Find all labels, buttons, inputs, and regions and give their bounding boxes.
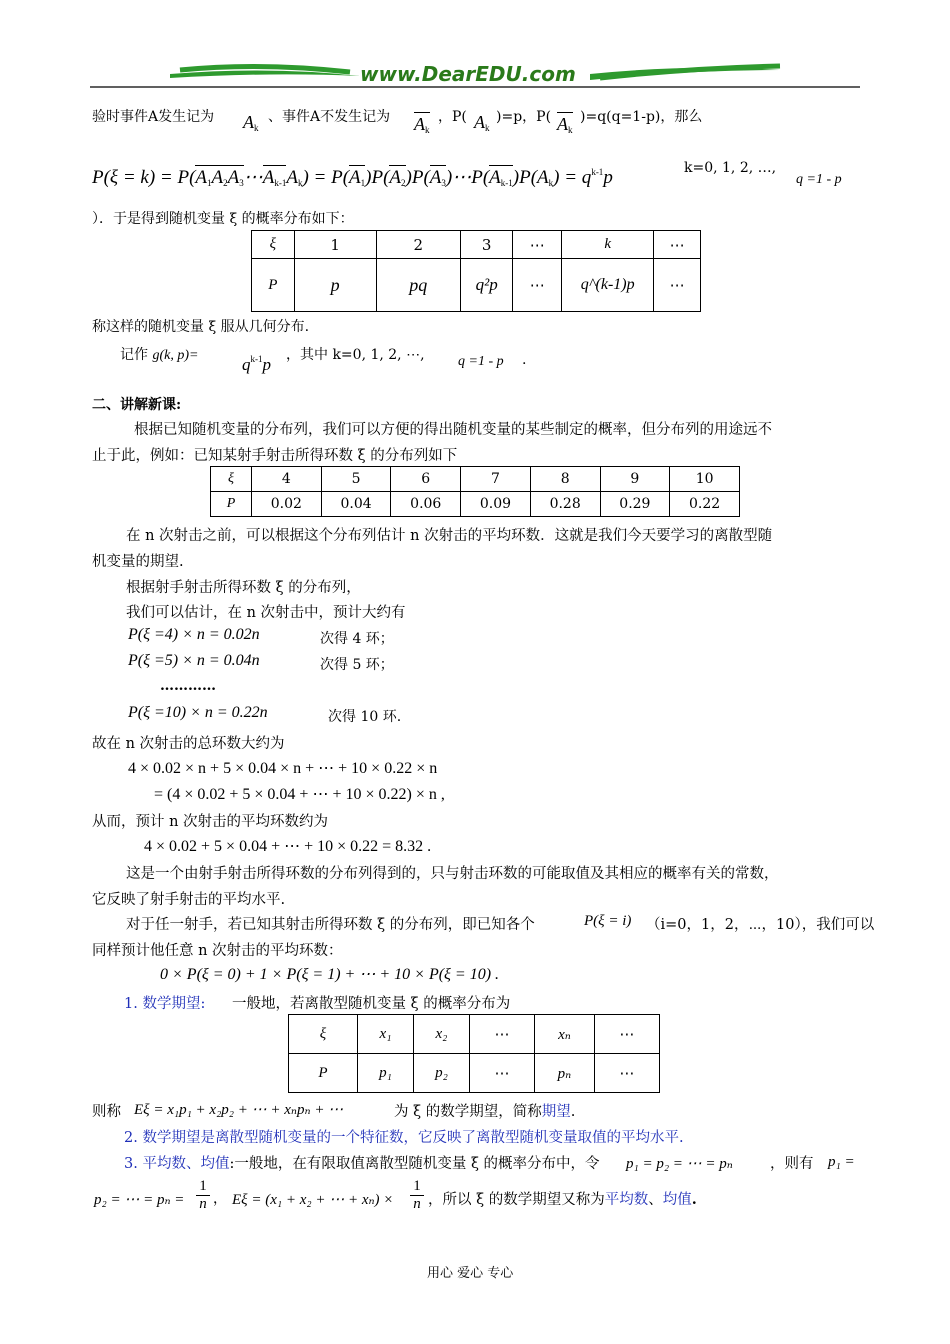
table-header: 10 xyxy=(670,467,740,492)
table-cell: q^(k-1)p xyxy=(562,259,654,312)
table-header: ξ xyxy=(211,467,252,492)
table-header: k xyxy=(562,231,654,259)
paragraph-line: 它反映了射手射击的平均水平. xyxy=(92,892,286,908)
A-k-bar-symbol-2: $A_k$ xyxy=(557,114,573,135)
equation: P(ξ =10) × n = 0.22n xyxy=(128,704,268,721)
table-header: ⋯ xyxy=(513,231,562,259)
notation-qp: $q^{k-1}p$ xyxy=(242,354,271,374)
table-cell: pq xyxy=(376,259,460,312)
fraction-1-over-n-2: 1 n xyxy=(410,1178,424,1213)
equation: 4 × 0.02 + 5 × 0.04 + ⋯ + 10 × 0.22 = 8.32 . xyxy=(144,838,432,855)
equation-text: 次得 4 环； xyxy=(320,631,394,647)
table-header: ⋯ xyxy=(594,1015,659,1054)
table-cell: p xyxy=(294,259,376,312)
equal-prob-eq: p₁ = p₂ = ⋯ = pₙ xyxy=(626,1156,733,1172)
point-3-then: ，则有 xyxy=(770,1156,814,1172)
inline-math: P(ξ = i) xyxy=(584,913,632,929)
equation: 4 × 0.02 × n + 5 × 0.04 × n + ⋯ + 10 × 0.22 × n xyxy=(128,760,438,777)
table-header: 4 xyxy=(252,467,322,492)
equation-text: 次得 5 环； xyxy=(320,657,394,673)
table-header: 6 xyxy=(391,467,461,492)
paragraph-line: 这是一个由射手射击所得环数的分布列得到的，只与射击环数的可能取值及其相应的概率有关的常数， xyxy=(126,866,779,882)
table-header: 9 xyxy=(600,467,670,492)
intro-e: )=q(q=1-p)，那么 xyxy=(580,109,703,125)
table-cell: P xyxy=(252,259,295,312)
table-cell: ⋯ xyxy=(594,1054,659,1093)
table-header: ξ xyxy=(289,1015,358,1054)
paragraph-line: 在 n 次射击之前，可以根据这个分布列估计 n 次射击的平均环数．这就是我们今天要学习的离散型随 xyxy=(126,528,773,544)
table-header: 3 xyxy=(460,231,513,259)
notation-end: . xyxy=(522,352,527,368)
fraction-1-over-n: 1 n xyxy=(196,1178,210,1213)
notation-line: 记作 g(k, p)= xyxy=(120,347,199,363)
site-logo-text: www.DearEDU.com xyxy=(360,62,576,86)
equation: = (4 × 0.02 + 5 × 0.04 + ⋯ + 10 × 0.22) × n , xyxy=(154,786,445,803)
table-cell: 0.06 xyxy=(391,492,461,517)
point-3-end: ，所以 ξ 的数学期望又称为平均数、均值. xyxy=(428,1191,697,1208)
table-header: x₂ xyxy=(413,1015,469,1054)
table-header: ⋯ xyxy=(469,1015,534,1054)
paragraph-line: 对于任一射手，若已知其射击所得环数 ξ 的分布列，即已知各个 xyxy=(126,917,535,933)
expectation-formula: Eξ = x₁p₁ + x₂p₂ + ⋯ + xₙpₙ + ⋯ xyxy=(134,1102,344,1118)
table-cell: 0.29 xyxy=(600,492,670,517)
shooting-distribution-table xyxy=(210,466,740,517)
paragraph-line: （i=0，1，2，⋯，10），我们可以 xyxy=(646,917,875,933)
table-cell: ⋯ xyxy=(469,1054,534,1093)
intro-line: 验时事件A发生记为 xyxy=(92,109,215,125)
intro-b: 、事件A不发生记为 xyxy=(268,109,391,125)
table-header: 7 xyxy=(461,467,531,492)
formula-range: k=0, 1, 2, …, xyxy=(684,160,777,176)
table-header: ⋯ xyxy=(654,231,701,259)
intro-c: ，P( xyxy=(438,109,467,125)
conclusion-prefix: 则称 xyxy=(92,1104,121,1120)
paragraph-line: 机变量的期望. xyxy=(92,554,184,570)
table-cell: ⋯ xyxy=(654,259,701,312)
table-header: x₁ xyxy=(358,1015,414,1054)
equation: P(ξ =5) × n = 0.04n xyxy=(128,652,260,669)
table-cell: P xyxy=(289,1054,358,1093)
equal-prob-eq-2: p₂ = ⋯ = pₙ = xyxy=(94,1192,185,1208)
paragraph-line: 根据射手射击所得环数 ξ 的分布列， xyxy=(126,580,361,596)
table-header: 1 xyxy=(294,231,376,259)
notation-q-def: q =1 - p xyxy=(458,354,504,369)
table-cell: P xyxy=(211,492,252,517)
page-footer: 用心 爱心 专心 xyxy=(427,1266,514,1281)
paragraph-line: 止于此，例如：已知某射手射击所得环数 ξ 的分布列如下 xyxy=(92,448,458,464)
table-cell: ⋯ xyxy=(513,259,562,312)
table-header: 8 xyxy=(530,467,600,492)
comma: ， xyxy=(213,1191,227,1207)
equation-text: 次得 10 环. xyxy=(328,709,402,725)
table-cell: 0.09 xyxy=(461,492,531,517)
A-k-bar-symbol: $A_k$ xyxy=(414,114,430,135)
probability-formula: $P(\xi = k) = P(A_1A_2A_3\cdots A_{k-1}A_k)$ = $P(A_1)P(A_2)P(A_3)\cdots P(A_{k-1})P(A_k) = q^{k-1}p$ xyxy=(92,167,613,188)
distribution-intro: ）．于是得到随机变量 ξ 的概率分布如下： xyxy=(92,211,354,227)
table-header: 5 xyxy=(321,467,391,492)
table-cell: p₂ xyxy=(413,1054,469,1093)
section-title: 二、讲解新课: xyxy=(92,397,182,413)
paragraph-line: 我们可以估计，在 n 次射击中，预计大约有 xyxy=(126,605,406,621)
paragraph-line: 故在 n 次射击的总环数大约为 xyxy=(92,736,285,752)
table-cell: 0.02 xyxy=(252,492,322,517)
header-banner xyxy=(90,60,860,92)
formula-q-def: q =1 - p xyxy=(796,172,842,187)
table-header: ξ xyxy=(252,231,295,259)
table-cell: 0.22 xyxy=(670,492,740,517)
table-header: 2 xyxy=(376,231,460,259)
table-cell: 0.28 xyxy=(530,492,600,517)
A-k-symbol-2: $A_k$ xyxy=(474,112,490,133)
paragraph-line: 同样预计他任意 n 次射击的平均环数： xyxy=(92,943,343,959)
paragraph-line: 从而，预计 n 次射击的平均环数约为 xyxy=(92,814,329,830)
mean-formula: Eξ = (x₁ + x₂ + ⋯ + xₙ) × xyxy=(232,1192,394,1208)
table-header: xₙ xyxy=(535,1015,595,1054)
definition-label: 1. 数学期望: xyxy=(124,996,206,1012)
ellipsis: ………… xyxy=(160,678,216,694)
table-cell: 0.04 xyxy=(321,492,391,517)
point-3: 3. 平均数、均值:一般地，在有限取值离散型随机变量 ξ 的概率分布中，令 xyxy=(124,1156,600,1172)
equation: P(ξ =4) × n = 0.02n xyxy=(128,626,260,643)
definition-text: 一般地，若离散型随机变量 ξ 的概率分布为 xyxy=(232,996,511,1012)
geom-statement: 称这样的随机变量 ξ 服从几何分布. xyxy=(92,319,310,335)
conclusion-suffix: 为 ξ 的数学期望，简称期望. xyxy=(394,1104,576,1120)
A-k-symbol: $A_k$ xyxy=(243,112,259,133)
table-cell: pₙ xyxy=(535,1054,595,1093)
intro-d: )=p，P( xyxy=(496,109,552,125)
table-cell: q²p xyxy=(460,259,513,312)
p1-eq: p₁ = xyxy=(828,1154,855,1170)
geometric-distribution-table xyxy=(251,230,701,312)
table-cell: p₁ xyxy=(358,1054,414,1093)
notation-middle: ，其中 k=0, 1, 2, ⋯, xyxy=(286,347,425,363)
general-distribution-table xyxy=(288,1014,660,1093)
paragraph-line: 根据已知随机变量的分布列，我们可以方便的得出随机变量的某些制定的概率，但分布列的用途远不 xyxy=(134,422,772,438)
equation: 0 × P(ξ = 0) + 1 × P(ξ = 1) + ⋯ + 10 × P(ξ = 10) . xyxy=(160,966,500,983)
point-2: 2. 数学期望是离散型随机变量的一个特征数，它反映了离散型随机变量取值的平均水平. xyxy=(124,1130,684,1146)
